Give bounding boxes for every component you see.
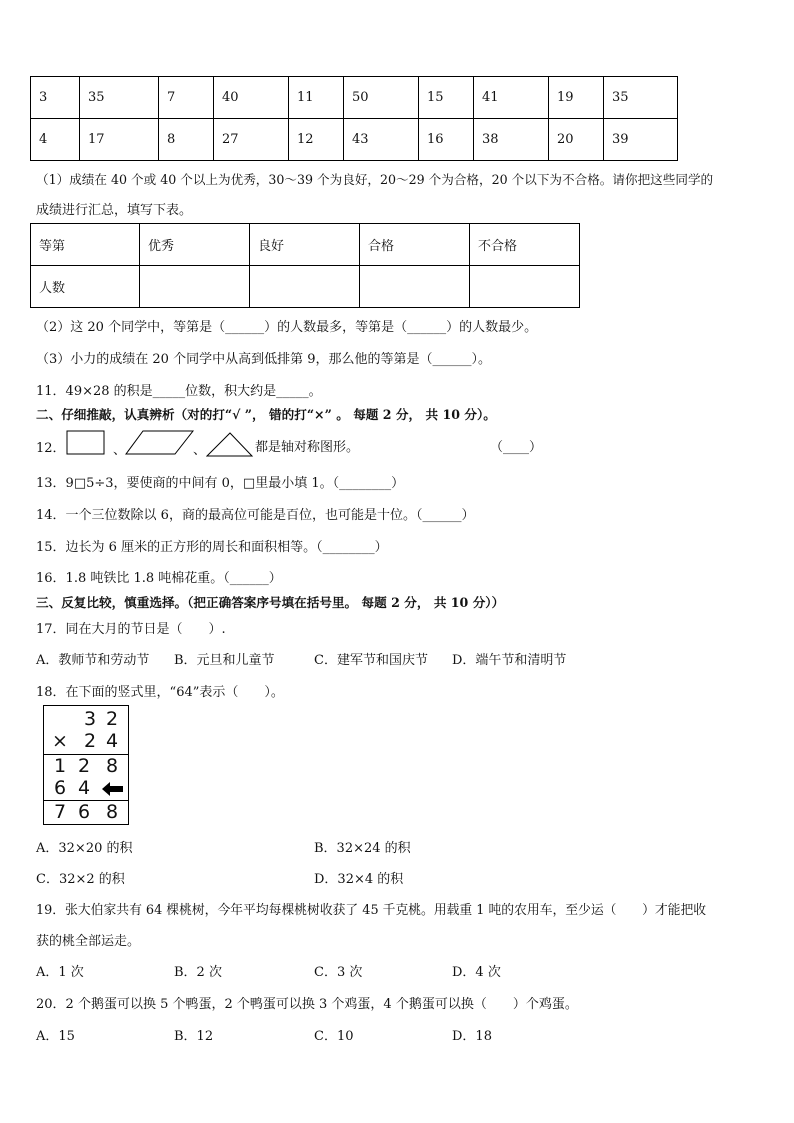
q20-option-b[interactable]: B．12	[174, 1029, 214, 1044]
q10-part1-line2: 成绩进行汇总，填写下表。	[36, 203, 193, 218]
table-cell: 39	[604, 119, 678, 161]
q20-stem: 20．2 个鹅蛋可以换 5 个鸭蛋，2 个鸭蛋可以换 3 个鸡蛋，4 个鹅蛋可以换（ ）个鸡蛋。	[36, 997, 578, 1012]
digit: 1	[53, 755, 67, 777]
vertical-multiplication	[43, 705, 129, 825]
arrow-left-icon	[102, 782, 124, 796]
q12-separator: 、	[113, 443, 127, 458]
q17-stem: 17．同在大月的节日是（ ）.	[36, 622, 226, 637]
answer-cell[interactable]	[250, 266, 360, 308]
table-row	[31, 266, 580, 308]
q18-option-d[interactable]: D．32×4 的积	[314, 872, 404, 887]
table-row	[31, 224, 580, 266]
digit: 6	[77, 801, 91, 823]
scores-table	[30, 76, 678, 161]
q10-part2: （2）这 20 个同学中，等第是（______）的人数最多，等第是（______）的人数最少。	[36, 320, 538, 335]
answer-cell[interactable]	[470, 266, 580, 308]
digit: 3	[83, 708, 97, 730]
table-header: 等第	[31, 224, 140, 266]
table-header: 合格	[360, 224, 470, 266]
digit: 2	[83, 730, 97, 752]
table-cell: 15	[419, 77, 474, 119]
table-cell: 38	[474, 119, 549, 161]
q19-option-d[interactable]: D．4 次	[452, 965, 501, 980]
digit: 2	[105, 708, 119, 730]
table-cell: 40	[214, 77, 289, 119]
table-header: 良好	[250, 224, 360, 266]
digit: 8	[105, 755, 119, 777]
table-cell: 20	[549, 119, 604, 161]
table-header: 不合格	[470, 224, 580, 266]
table-cell: 4	[31, 119, 80, 161]
table-header: 优秀	[140, 224, 250, 266]
q19-option-c[interactable]: C．3 次	[314, 965, 363, 980]
table-row	[31, 119, 678, 161]
q10-part1-line1: （1）成绩在 40 个或 40 个以上为优秀，30～39 个为良好，20～29 个为合格，20 个以下为不合格。请你把这些同学的	[36, 172, 714, 187]
table-cell: 7	[159, 77, 214, 119]
q18-option-b[interactable]: B．32×24 的积	[314, 841, 411, 856]
q19-option-a[interactable]: A．1 次	[36, 965, 84, 980]
parallelogram-shape	[125, 430, 195, 456]
q12-text: 都是轴对称图形。	[255, 440, 360, 455]
table-cell: 35	[604, 77, 678, 119]
table-cell: 19	[549, 77, 604, 119]
q19-option-b[interactable]: B．2 次	[174, 965, 222, 980]
digit: 2	[77, 755, 91, 777]
answer-cell[interactable]	[140, 266, 250, 308]
q20-option-d[interactable]: D．18	[452, 1029, 492, 1044]
q18-option-a[interactable]: A．32×20 的积	[36, 841, 133, 856]
table-cell: 12	[289, 119, 344, 161]
q15: 15．边长为 6 厘米的正方形的周长和面积相等。（________）	[36, 540, 388, 555]
q12-separator: 、	[193, 443, 207, 458]
q18-stem: 18．在下面的竖式里，“64”表示（ ）。	[36, 685, 284, 700]
q17-option-d[interactable]: D．端午节和清明节	[452, 653, 567, 668]
table-cell: 50	[344, 77, 419, 119]
q14: 14．一个三位数除以 6，商的最高位可能是百位，也可能是十位。（______）	[36, 508, 475, 523]
section3-title: 三、反复比较，慎重选择。（把正确答案序号填在括号里。 每题 2 分， 共 10 分））	[36, 595, 505, 610]
table-cell: 8	[159, 119, 214, 161]
section2-title: 二、仔细推敲，认真辨析（对的打“√ ”， 错的打“×” 。 每题 2 分， 共 10 分）。	[36, 407, 496, 422]
answer-cell[interactable]	[360, 266, 470, 308]
q12-number: 12．	[36, 441, 66, 456]
digit: 6	[53, 777, 67, 799]
q17-option-c[interactable]: C．建军节和国庆节	[314, 653, 428, 668]
summary-table	[30, 223, 580, 308]
q17-option-a[interactable]: A．教师节和劳动节	[36, 653, 150, 668]
digit: 7	[53, 801, 67, 823]
table-cell: 41	[474, 77, 549, 119]
multiply-sign: ×	[52, 730, 68, 752]
table-cell: 35	[80, 77, 159, 119]
table-cell: 16	[419, 119, 474, 161]
q11: 11．49×28 的积是_____位数，积大约是_____。	[36, 384, 322, 399]
q10-part3: （3）小力的成绩在 20 个同学中从高到低排第 9，那么他的等第是（______）。	[36, 352, 491, 367]
q18-option-c[interactable]: C．32×2 的积	[36, 872, 125, 887]
triangle-shape	[206, 432, 254, 458]
table-cell: 11	[289, 77, 344, 119]
digit: 4	[105, 730, 119, 752]
table-cell: 3	[31, 77, 80, 119]
q12-answer-blank[interactable]: （____）	[490, 440, 543, 455]
table-cell: 43	[344, 119, 419, 161]
table-row	[31, 77, 678, 119]
table-cell: 17	[80, 119, 159, 161]
rectangle-shape	[66, 430, 106, 456]
table-cell: 27	[214, 119, 289, 161]
q19-line2: 获的桃全部运走。	[36, 934, 141, 949]
q17-option-b[interactable]: B．元旦和儿童节	[174, 653, 275, 668]
table-row-label: 人数	[31, 266, 140, 308]
q20-option-c[interactable]: C．10	[314, 1029, 354, 1044]
q19-line1: 19．张大伯家共有 64 棵桃树，今年平均每棵桃树收获了 45 千克桃。用载重 1 吨的农用车，至少运（ ）才能把收	[36, 903, 707, 918]
digit: 8	[105, 801, 119, 823]
digit: 4	[77, 777, 91, 799]
q20-option-a[interactable]: A．15	[36, 1029, 75, 1044]
q16: 16．1.8 吨铁比 1.8 吨棉花重。（______）	[36, 571, 282, 586]
q13: 13．9□5÷3，要使商的中间有 0，□里最小填 1。（________）	[36, 476, 405, 491]
